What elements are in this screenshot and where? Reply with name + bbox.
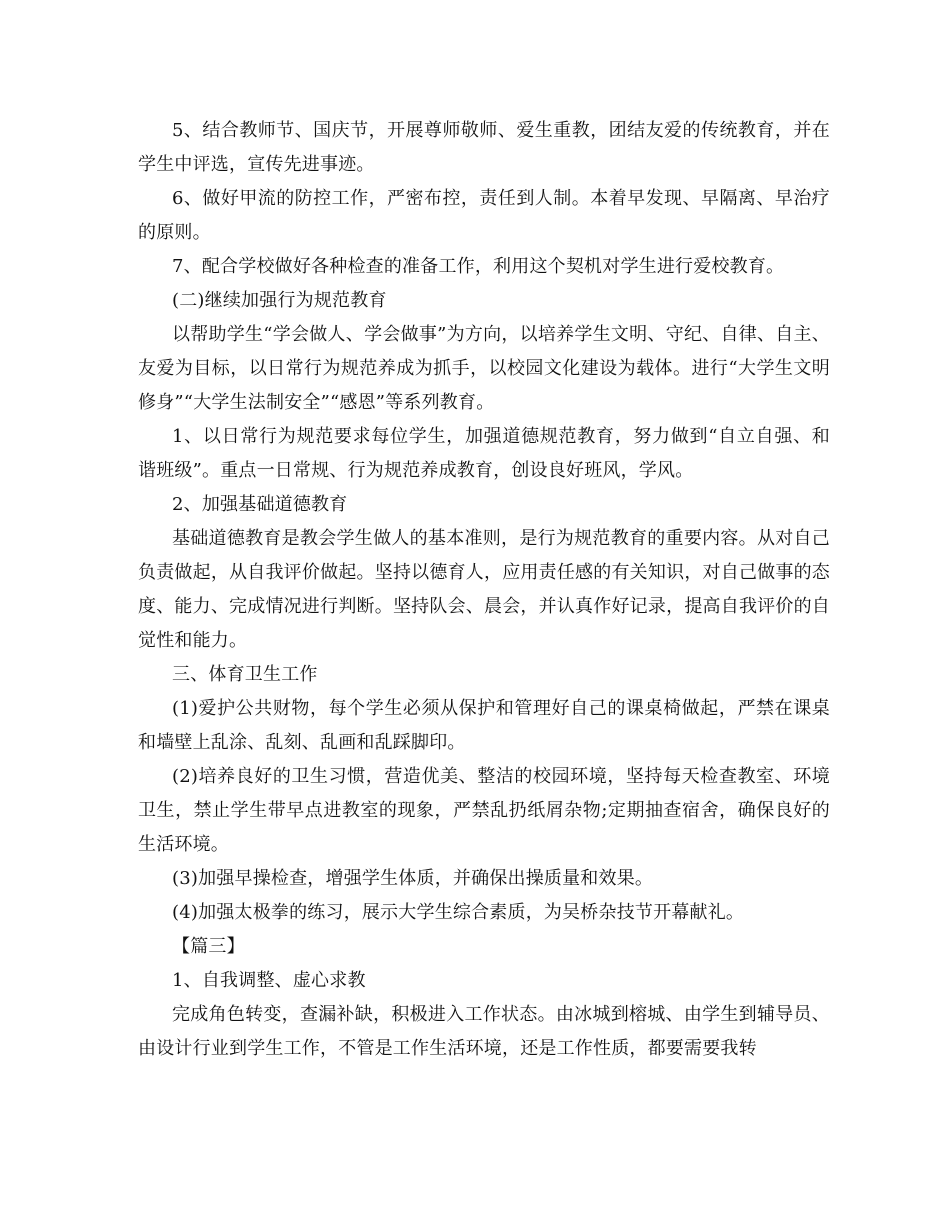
heading-self-adjustment: 1、自我调整、虚心求教 (172, 970, 366, 991)
heading-basic-morality: 2、加强基础道德教育 (172, 494, 348, 515)
paragraph-role-change: 完成角色转变，查漏补缺，积极进入工作状态。由冰城到榕城、由学生到辅导员、由设计行业到学生工作，不管是工作生活环境，还是工作性质，都要需要我转 (138, 1004, 830, 1059)
paragraph-teachers-day: 5、结合教师节、国庆节，开展尊师敬师、爱生重教，团结友爱的传统教育，并在学生中评选，宣传先进事迹。 (138, 120, 830, 175)
paragraph-basic-morality: 基础道德教育是教会学生做人的基本准则，是行为规范教育的重要内容。从对自己负责做起，从自我评价做起。坚持以德育人，应用责任感的有关知识，对自己做事的态度、能力、完成情况进行判断。坚持队会、晨会，并认真作好记录，提高自我评价的自觉性和能力。 (138, 528, 830, 651)
paragraph-inspection-prep: 7、配合学校做好各种检查的准备工作，利用这个契机对学生进行爱校教育。 (172, 256, 785, 277)
heading-part-three: 【篇三】 (172, 936, 245, 957)
paragraph-public-property: (1)爱护公共财物，每个学生必须从保护和管理好自己的课桌椅做起，严禁在课桌和墙壁上乱涂、乱刻、乱画和乱踩脚印。 (138, 698, 830, 753)
paragraph-hygiene-habits: (2)培养良好的卫生习惯，营造优美、整洁的校园环境，坚持每天检查教室、环境卫生，禁止学生带早点进教室的现象，严禁乱扔纸屑杂物;定期抽查宿舍，确保良好的生活环境。 (138, 766, 830, 855)
paragraph-behavior-goals: 以帮助学生“学会做人、学会做事”为方向，以培养学生文明、守纪、自律、自主、友爱为目标，以日常行为规范养成为抓手，以校园文化建设为载体。进行“大学生文明修身”“大学生法制安全”“感恩”等系列教育。 (138, 324, 830, 413)
heading-behavior-education: (二)继续加强行为规范教育 (172, 290, 387, 311)
paragraph-flu-prevention: 6、做好甲流的防控工作，严密布控，责任到人制。本着早发现、早隔离、早治疗的原则。 (138, 188, 830, 243)
paragraph-daily-norms: 1、以日常行为规范要求每位学生，加强道德规范教育，努力做到“自立自强、和谐班级”。重点一日常规、行为规范养成教育，创设良好班风，学风。 (138, 426, 830, 481)
heading-sports-health: 三、体育卫生工作 (172, 664, 318, 685)
paragraph-morning-exercise: (3)加强早操检查，增强学生体质，并确保出操质量和效果。 (172, 868, 654, 889)
paragraph-taichi: (4)加强太极拳的练习，展示大学生综合素质，为吴桥杂技节开幕献礼。 (172, 902, 745, 923)
